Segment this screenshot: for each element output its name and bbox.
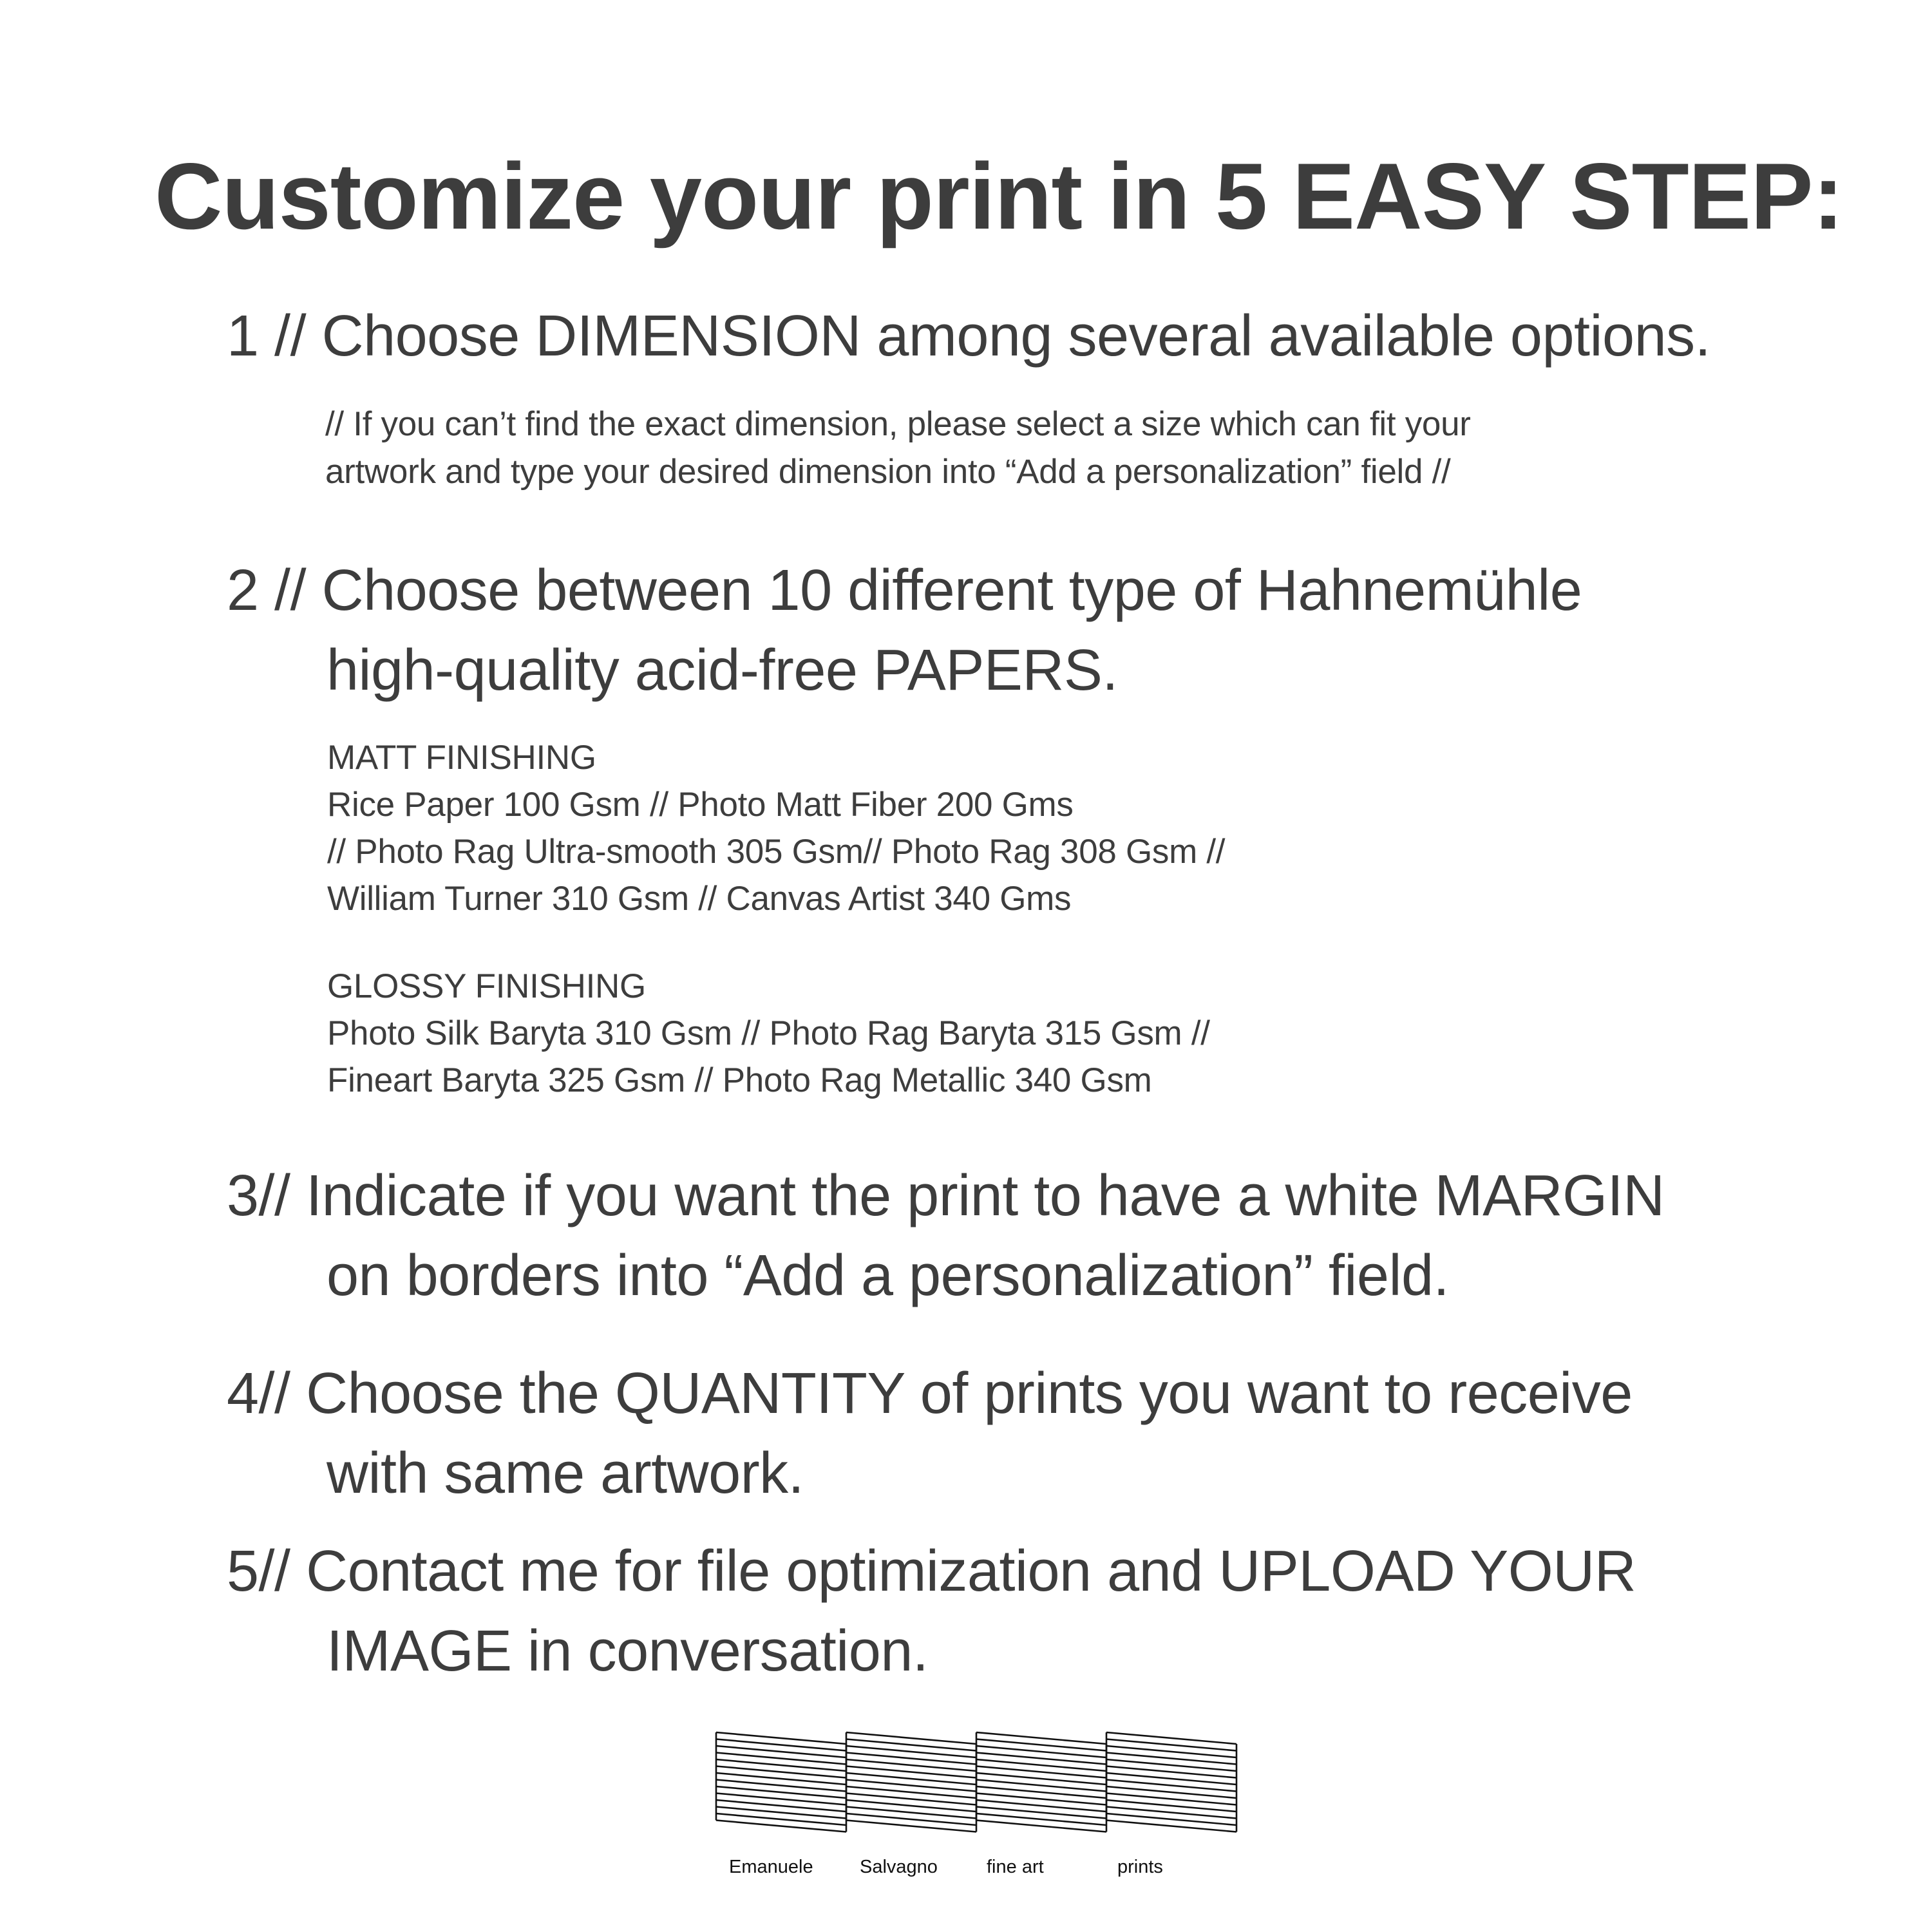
logo-stripe: [976, 1814, 1106, 1825]
glossy-paper-line: Fineart Baryta 325 Gsm // Photo Rag Metallic 340 Gsm: [327, 1061, 1152, 1099]
step-1-note-line-1: // If you can’t find the exact dimension, please select a size which can fit your: [325, 405, 1471, 443]
logo-stripe: [1106, 1759, 1236, 1771]
glossy-finishing-list: [327, 963, 1210, 1104]
logo-stripe: [716, 1786, 846, 1798]
logo-stripe: [846, 1746, 976, 1757]
step-4-text-line-1: 4// Choose the QUANTITY of prints you want to receive: [227, 1361, 1633, 1426]
step-4: [227, 1354, 1633, 1513]
step-5-text-line-2: IMAGE in conversation.: [327, 1619, 929, 1683]
step-3-text-line-2: on borders into “Add a personalization” field.: [327, 1244, 1450, 1308]
logo-stripe: [976, 1780, 1106, 1792]
logo-stripe: [716, 1821, 846, 1832]
logo-stripe: [846, 1800, 976, 1812]
step-1-text: 1 // Choose DIMENSION among several available options.: [227, 304, 1711, 368]
logo-panel: [1106, 1732, 1236, 1832]
logo-stripe: [716, 1794, 846, 1805]
brand-logo: [710, 1726, 1238, 1880]
logo-stripe: [1106, 1786, 1236, 1798]
logo-stripe: [976, 1807, 1106, 1819]
matt-paper-line: Rice Paper 100 Gsm // Photo Matt Fiber 200 Gms: [327, 786, 1074, 824]
logo-stripe: [976, 1746, 1106, 1757]
logo-label-prints: prints: [1117, 1857, 1163, 1877]
logo-stripe: [976, 1732, 1106, 1744]
logo-stripe: [976, 1759, 1106, 1771]
logo-stripe: [846, 1773, 976, 1785]
logo-label-emanuele: Emanuele: [729, 1857, 813, 1877]
logo-panel: [716, 1732, 846, 1832]
logo-stripe: [716, 1773, 846, 1785]
logo-stripe: [846, 1759, 976, 1771]
logo-stripe: [976, 1786, 1106, 1798]
logo-stripe: [976, 1794, 1106, 1805]
logo-stripe: [1106, 1794, 1236, 1805]
step-1-note: [325, 401, 1471, 496]
matt-finishing-list: [327, 734, 1225, 922]
logo-stripe: [1106, 1746, 1236, 1757]
logo-stripe: [716, 1766, 846, 1778]
step-2-text-line-1: 2 // Choose between 10 different type of Hahnemühle: [227, 558, 1582, 623]
striped-panels-logo-icon: [710, 1726, 1238, 1855]
logo-stripe: [716, 1814, 846, 1825]
logo-label-fine-art: fine art: [987, 1857, 1044, 1877]
step-1-note-line-2: artwork and type your desired dimension into “Add a personalization” field //: [325, 453, 1451, 491]
step-4-text-line-2: with same artwork.: [327, 1441, 804, 1506]
logo-stripe: [1106, 1773, 1236, 1785]
step-1: [227, 296, 1710, 376]
logo-stripe: [1106, 1753, 1236, 1765]
logo-stripe: [846, 1766, 976, 1778]
glossy-paper-line: Photo Silk Baryta 310 Gsm // Photo Rag Baryta 315 Gsm //: [327, 1014, 1210, 1052]
logo-stripe: [976, 1800, 1106, 1812]
logo-stripe: [1106, 1780, 1236, 1792]
step-5-text-line-1: 5// Contact me for file optimization and UPLOAD YOUR: [227, 1539, 1636, 1604]
matt-paper-line: William Turner 310 Gsm // Canvas Artist 340 Gms: [327, 880, 1072, 918]
logo-panel: [846, 1732, 976, 1832]
logo-label-salvagno: Salvagno: [860, 1857, 938, 1877]
logo-stripe: [846, 1814, 976, 1825]
logo-stripe: [846, 1739, 976, 1751]
logo-stripe: [1106, 1766, 1236, 1778]
page-title: Customize your print in 5 EASY STEP:: [155, 144, 1844, 249]
matt-finishing-heading: MATT FINISHING: [327, 739, 596, 777]
logo-stripe: [1106, 1732, 1236, 1744]
logo-stripe: [846, 1794, 976, 1805]
step-3: [227, 1156, 1665, 1316]
logo-stripe: [976, 1753, 1106, 1765]
logo-stripe: [846, 1786, 976, 1798]
logo-stripe: [1106, 1800, 1236, 1812]
glossy-finishing-heading: GLOSSY FINISHING: [327, 967, 646, 1005]
logo-stripe: [1106, 1814, 1236, 1825]
logo-stripe: [716, 1800, 846, 1812]
step-2: [227, 551, 1582, 710]
logo-stripe: [976, 1821, 1106, 1832]
logo-stripe: [716, 1753, 846, 1765]
logo-stripe: [1106, 1739, 1236, 1751]
step-3-text-line-1: 3// Indicate if you want the print to have a white MARGIN: [227, 1164, 1665, 1228]
logo-stripe: [846, 1732, 976, 1744]
logo-stripe: [846, 1821, 976, 1832]
logo-stripe: [716, 1780, 846, 1792]
step-5: [227, 1531, 1636, 1691]
logo-stripe: [846, 1780, 976, 1792]
logo-stripe: [1106, 1821, 1236, 1832]
matt-paper-line: // Photo Rag Ultra-smooth 305 Gsm// Photo Rag 308 Gsm //: [327, 833, 1226, 871]
logo-stripe: [846, 1807, 976, 1819]
logo-stripe: [716, 1759, 846, 1771]
logo-stripe: [716, 1807, 846, 1819]
logo-stripe: [976, 1739, 1106, 1751]
logo-stripe: [716, 1746, 846, 1757]
step-2-text-line-2: high-quality acid-free PAPERS.: [327, 638, 1118, 703]
logo-stripe: [976, 1773, 1106, 1785]
logo-stripe: [716, 1739, 846, 1751]
logo-panel: [976, 1732, 1106, 1832]
logo-stripe: [1106, 1807, 1236, 1819]
logo-stripe: [976, 1766, 1106, 1778]
logo-stripe: [846, 1753, 976, 1765]
logo-stripe: [716, 1732, 846, 1744]
